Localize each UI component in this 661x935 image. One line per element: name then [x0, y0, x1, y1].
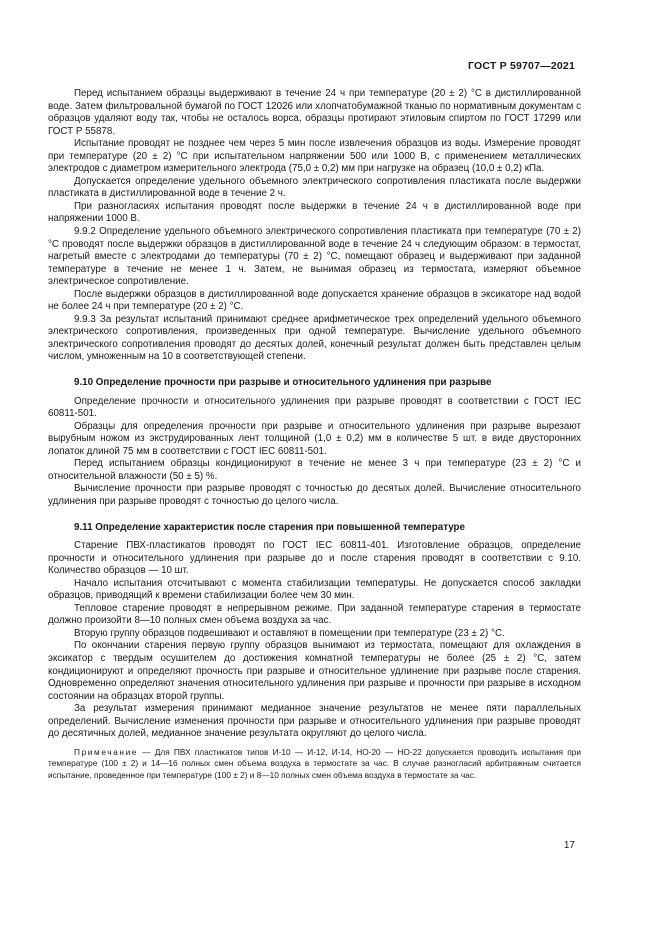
paragraph: Перед испытанием образцы выдерживают в течение 24 ч при температуре (20 ± 2) °С в дистиллированной воде. Затем фильтровальной бумагой по ГОСТ 12026 или хлопчатобумажной тканью по нормативным документам с образцов удаляют воду так, чтобы не осталось ворса, образцы протирают этиловым спиртом по ГОСТ 17299 или ГОСТ Р 55878.: [48, 88, 581, 137]
paragraph: Образцы для определения прочности при разрыве и относительного удлинения при разрыве вырезают вырубным ножом из экструдированных лент толщиной (1,0 ± 0,2) мм в количестве 5 шт. в виде двусторонних лопаток длиной 75 мм в соответствии с ГОСТ IEC 60811-501.: [48, 420, 581, 457]
section-heading-9-11: 9.11 Определение характеристик после старения при повышенной температуре: [74, 521, 465, 533]
paragraph: Перед испытанием образцы кондиционируют в течение не менее 3 ч при температуре (23 ± 2) °С и относительной влажности (50 ± 5) %.: [48, 458, 581, 482]
page-number: 17: [563, 840, 575, 851]
note-label: Примечание: [74, 746, 139, 757]
paragraph: Допускается определение удельного объемного электрического сопротивления пластиката после выдержки пластиката в дистиллированной воде в течение 2 ч.: [48, 175, 581, 200]
paragraph: При разногласиях испытания проводят после выдержки в течение 24 ч в дистиллированной воде при напряжении 1000 В.: [48, 200, 581, 225]
section-heading-9-10: 9.10 Определение прочности при разрыве и относительного удлинения при разрыве: [74, 377, 492, 389]
paragraph: 9.9.3 За результат испытаний принимают среднее арифметическое трех определений удельного объемного электрического сопротивления, произведенных при одной температуре. Вычисление удельного объемного электрического сопротивления проводят до десятых долей, конечный результат должен быть представлен целым числом, умноженным на 10 в соответствующей степени.: [48, 313, 581, 363]
paragraph: Вычисление прочности при разрыве проводят с точностью до десятых долей. Вычисление относительного удлинения при разрыве проводят с точностью до целого числа.: [48, 483, 581, 507]
paragraph: 9.9.2 Определение удельного объемного электрического сопротивления пластиката при температуре (70 ± 2) °С проводят после выдержки образцов в дистиллированной воде в течение 24 ч следующим образом: в термостат, нагретый вместе с электродами до температуры (70 ± 2) °С, помещают образец и выдерживают при заданной температуре в течение не менее 1 ч. Затем, не вынимая образец из термостата, измеряют объемное электрическое сопротивление.: [48, 226, 581, 288]
paragraph: Вторую группу образцов подвешивают и оставляют в помещении при температуре (23 ± 2) °С.: [74, 627, 505, 639]
paragraph: Начало испытания отсчитывают с момента стабилизации температуры. Не допускается способ закладки образцов, приводящий к времени стабилизации более чем 30 мин.: [48, 577, 581, 602]
paragraph: После выдержки образцов в дистиллированной воде допускается хранение образцов в эксикаторе над водой не более 24 ч при температуре (20 ± 2) °С.: [48, 288, 581, 313]
paragraph: Испытание проводят не позднее чем через 5 мин после извлечения образцов из воды. Измерение проводят при температуре (20 ± 2) °С при испытательном напряжении 500 или 1000 В, с применением металлических электродов с диаметром измерительного электрода (75,0 ± 0,2) мм при нагрузке на образец (10,0 ± 0,2) кПа.: [48, 138, 581, 175]
paragraph: Определение прочности и относительного удлинения при разрыве проводят в соответствии с ГОСТ IEC 60811-501.: [48, 395, 581, 420]
paragraph: За результат измерения принимают медианное значение результатов не менее пяти параллельных определений. Вычисление изменения прочности при разрыве и относительного удлинения при разрыве проводят до десятичных долей, медианное значение результата округляют до целого числа.: [48, 703, 581, 740]
paragraph: По окончании старения первую группу образцов вынимают из термостата, помещают для охлаждения в эксикатор с твердым осушителем до достижения комнатной температуры не более (25 ± 2) °С, затем кондиционируют и определяют прочность при разрыве и относительное удлинение при разрыве после старения. Одновременно определяют значения относительного удлинения при разрыве и прочности при разрыве в исходном состоянии на образцах второй группы.: [48, 640, 581, 702]
paragraph: Тепловое старение проводят в непрерывном режиме. При заданной температуре старения в термостате должно произойти 8—10 полных смен объема воздуха за час.: [48, 602, 581, 627]
standard-header: ГОСТ Р 59707—2021: [467, 60, 575, 72]
note: [48, 747, 581, 781]
paragraph: Старение ПВХ-пластикатов проводят по ГОСТ IEC 60811-401. Изготовление образцов, определение прочности и относительного удлинения при разрыве до и после старения проводят в соответствии с 9.10. Количество образцов — 10 шт.: [48, 540, 581, 577]
note-text: — Для ПВХ пластикатов типов И-10 — И-12, И-14, НО-20 — НО-22 допускается проводить испытания при температуре (100 ± 2) и 14—16 полных смен объема воздуха в термостате за час. В случае разногласий арбитражным считается испытание, проведенное при температуре (100 ± 2) и 8—10 полных смен объема воздуха в термостате за час.: [48, 746, 581, 780]
document-body: [48, 88, 581, 781]
